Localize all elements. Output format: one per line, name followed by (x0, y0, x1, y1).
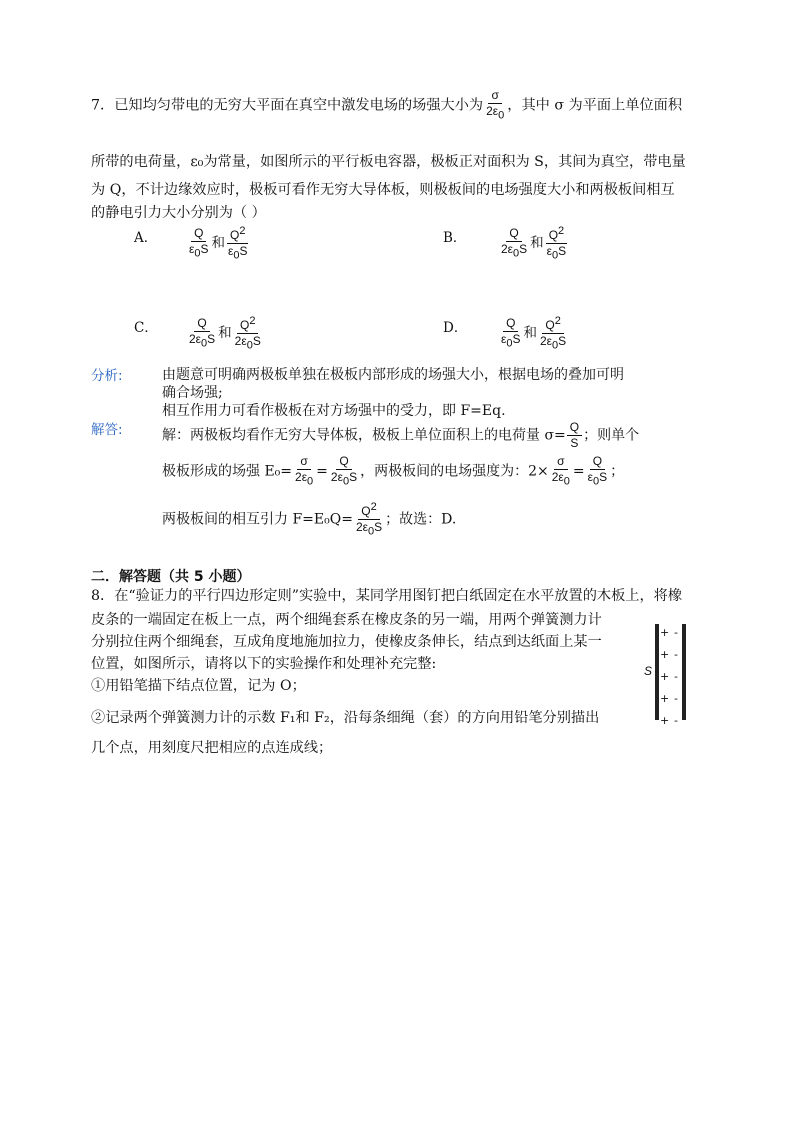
plus-column: + + + + + (660, 626, 670, 727)
q8-line-7: 几个点，用刻度尺把相应的点连成线； (91, 740, 333, 756)
analysis-line-1: 由题意可明确两极板单独在极板内部形成的场强大小，根据电场的叠加可明 (162, 367, 624, 383)
q8-line-5: ①用铅笔描下结点位置，记为 O； (91, 678, 306, 694)
answer-label: 解答: (91, 422, 123, 438)
area-label: S (644, 664, 653, 678)
section-heading: 二．解答题（共 5 小题） (91, 569, 251, 585)
option-d-label: D． (443, 320, 468, 336)
option-c-formula: $\frac{Q}{2\varepsilon_0S}$ 和 $\frac{Q^2}{2\varepsilon_0S}$ (189, 315, 261, 352)
answer-line-1: 解：两极板均看作无穷大导体板，极板上单位面积上的电荷量 σ= $\frac{Q}{S}$ ；则单个 (162, 420, 640, 450)
q8-line-6: ②记录两个弹簧测力计的示数 F₁和 F₂，沿每条细绳（套）的方向用铅笔分别描出 (91, 710, 600, 726)
q7-line-2: 所带的电荷量，ε₀为常量，如图所示的平行板电容器，极板正对面积为 S，其间为真空，带电量 (91, 154, 686, 170)
option-a-formula: $\frac{Q}{\varepsilon_0S}$ 和 $\frac{Q^2}{\varepsilon_0S}$ (189, 225, 248, 262)
answer-line-3: 两极板间的相互引力 F=E₀Q= $\frac{Q^2}{2\varepsilon_0S}$ ；故选：D. (162, 501, 457, 538)
option-a-label: A． (134, 230, 158, 246)
right-plate (682, 624, 686, 720)
option-d-formula: $\frac{Q}{\varepsilon_0S}$ 和 $\frac{Q^2}{2\varepsilon_0S}$ (501, 315, 567, 352)
left-plate (655, 624, 659, 720)
option-b-formula: $\frac{Q}{2\varepsilon_0S}$ 和 $\frac{Q^2}{\varepsilon_0S}$ (501, 225, 567, 262)
q7-line-4: 的静电引力大小分别为（ ） (91, 205, 266, 221)
q7-line-3: 为 Q，不计边缘效应时，极板可看作无穷大导体板，则极板间的电场强度大小和两极板间相互 (91, 182, 675, 198)
q8-line-1: 8．在“验证力的平行四边形定则”实验中，某同学用图钉把白纸固定在水平放置的木板上，将橡 (91, 588, 683, 604)
option-b-label: B． (443, 230, 467, 246)
analysis-line-2: 确合场强; (162, 385, 223, 401)
analysis-line-3: 相互作用力可看作极板在对方场强中的受力，即 F=Eq. (162, 403, 506, 419)
capacitor-figure (640, 620, 700, 727)
field-fraction: $\frac{\sigma}{2\varepsilon_0}$ (486, 88, 505, 122)
q8-line-3: 分别拉住两个细绳套，互成角度地施加拉力，使橡皮条伸长，结点到达纸面上某一 (91, 634, 602, 650)
q7-line-1: 7．已知均匀带电的无穷大平面在真空中激发电场的场强大小为 $\frac{\sigma}{2\varepsilon_0}$ ，其中 σ 为平面上单位面积 (91, 88, 683, 122)
option-c-label: C． (134, 320, 158, 336)
q8-line-2: 皮条的一端固定在板上一点，两个细绳套系在橡皮条的另一端，用两个弹簧测力计 (91, 612, 602, 628)
analysis-label: 分析: (91, 368, 123, 384)
answer-line-2: 极板形成的场强 E₀= $\frac{\sigma}{2\varepsilon_0}$ = $\frac{Q}{2\varepsilon_0S}$ ，两极板间的电场强度为：2× $\frac{\sigma}{2\varepsilon_0}$ = $\frac{Q}{\varepsilon_0S}$ ； (162, 454, 625, 488)
minus-column: - - - - - (674, 626, 678, 727)
q8-line-4: 位置，如图所示，请将以下的实验操作和处理补充完整: (91, 656, 437, 672)
